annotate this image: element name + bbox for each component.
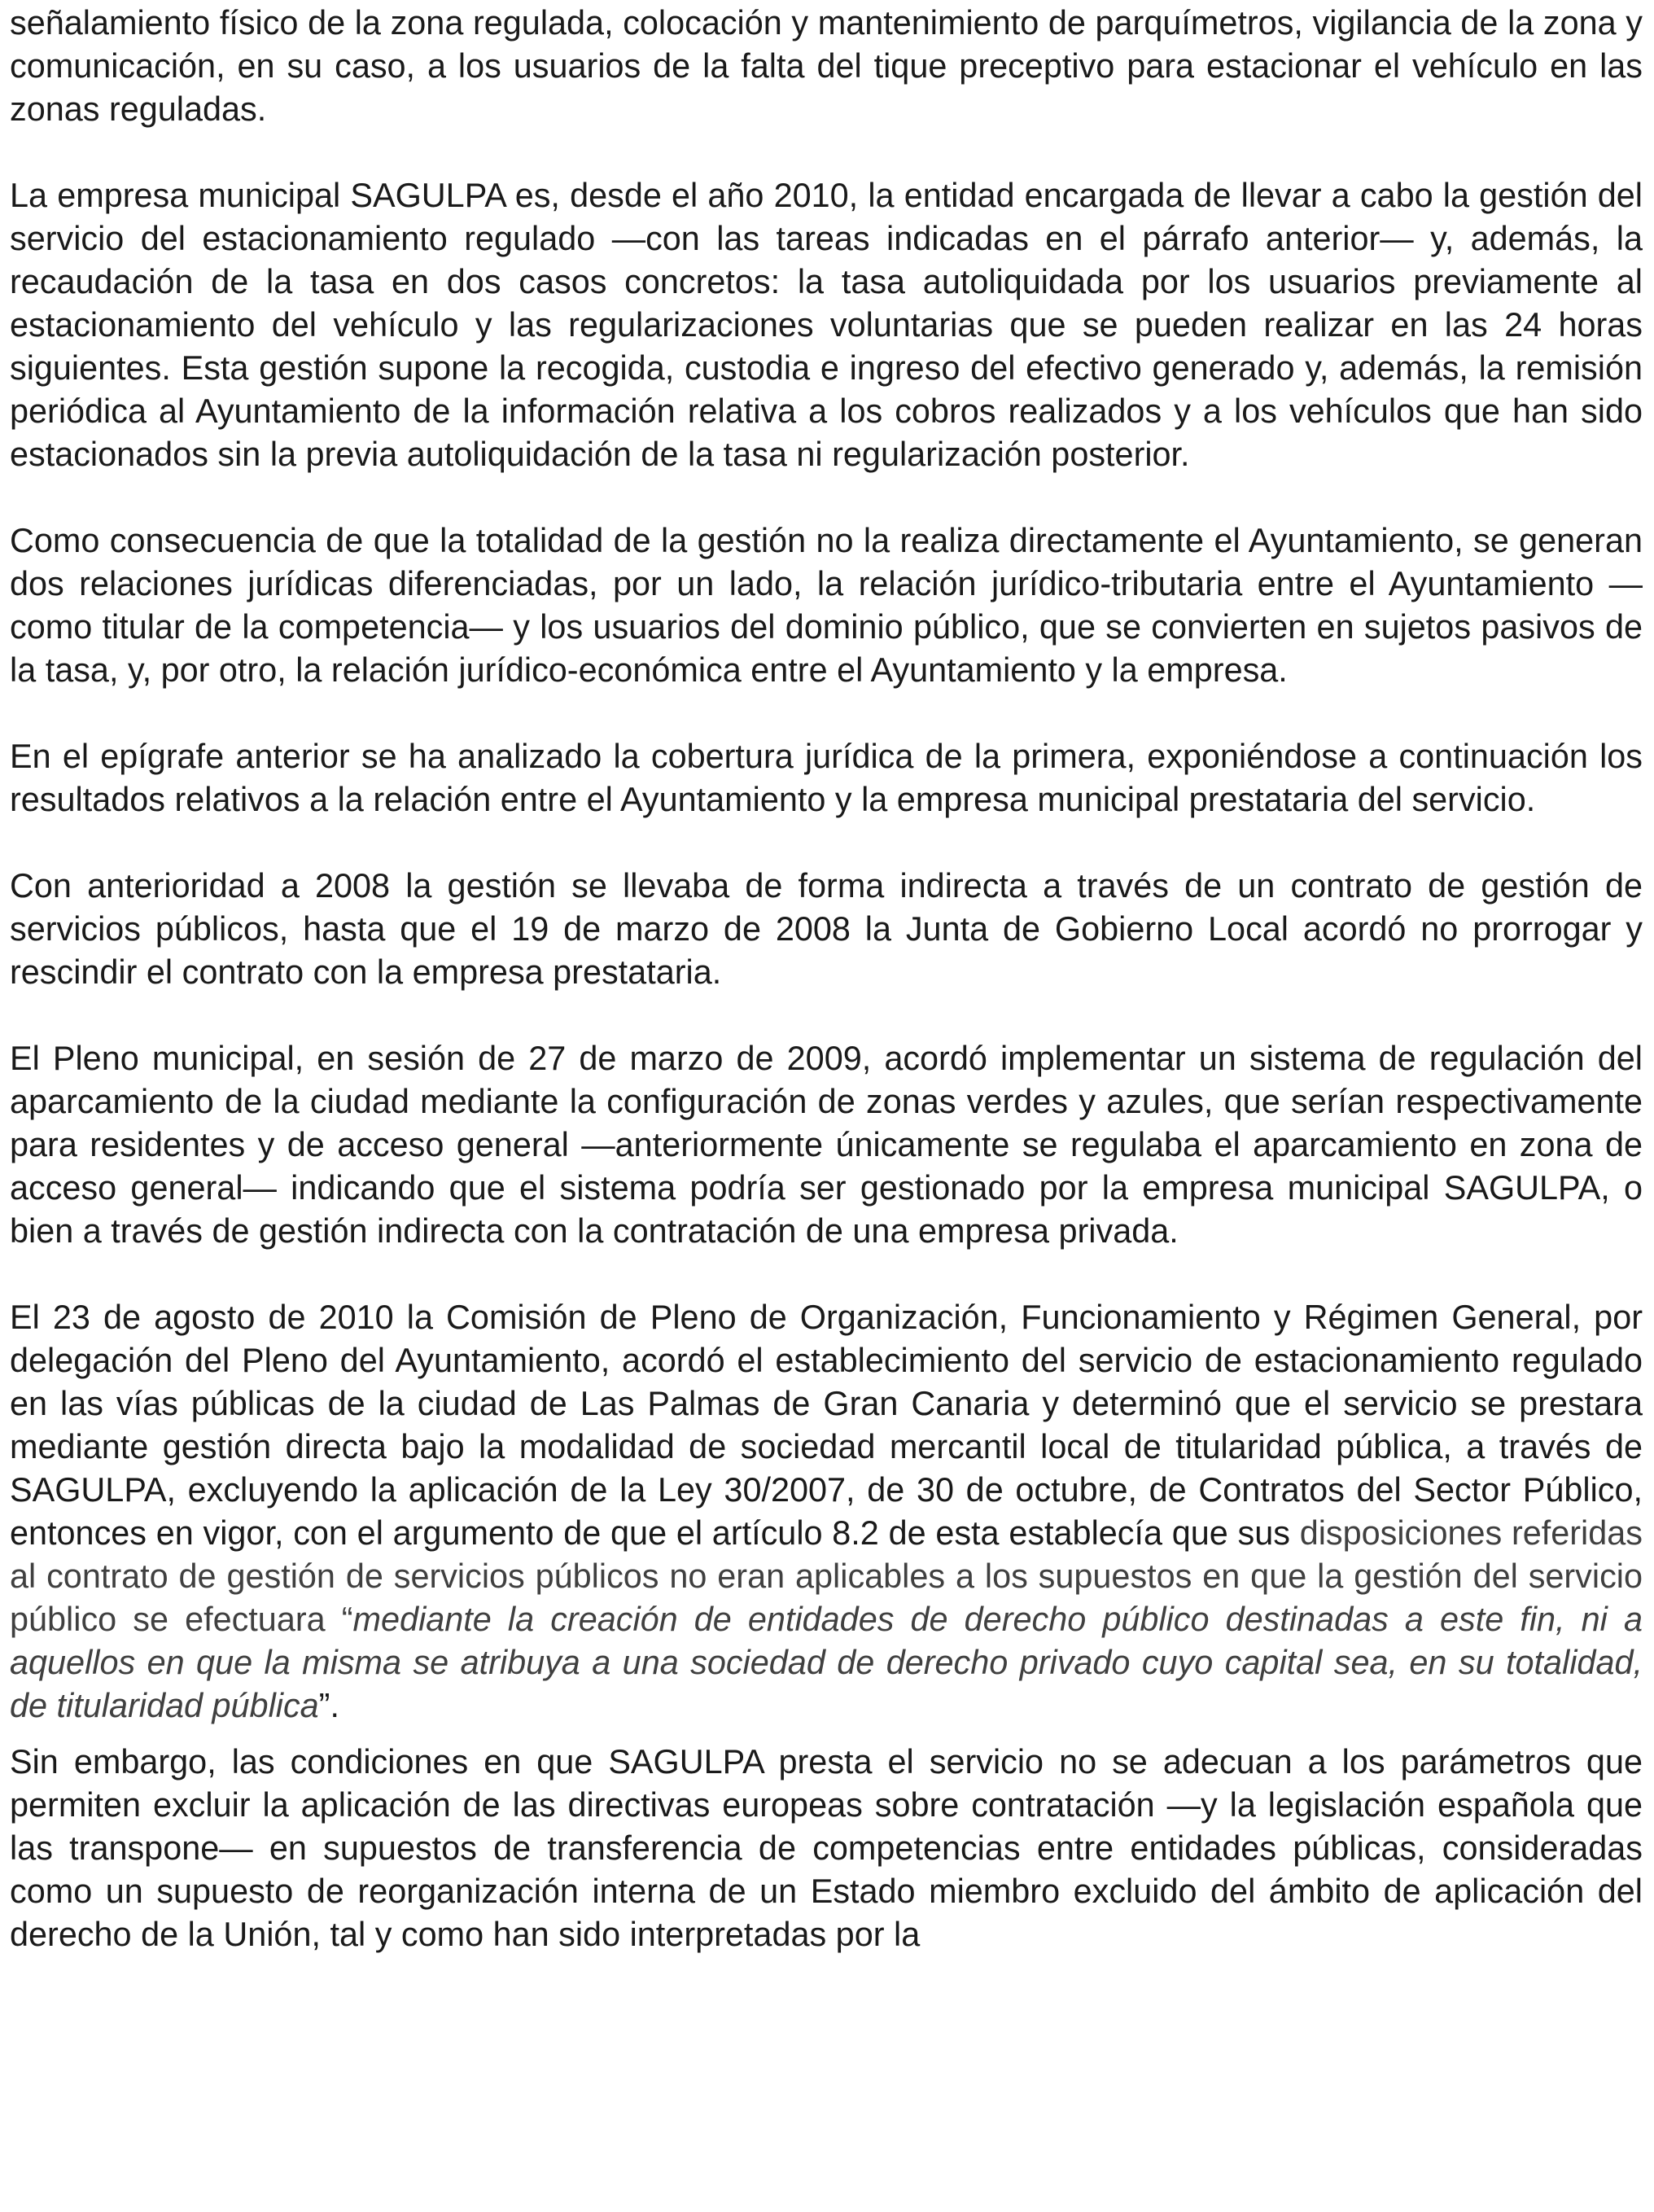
- paragraph-2: La empresa municipal SAGULPA es, desde el año 2010, la entidad encargada de llevar a cabo la gestión del servicio del estacionamiento regulado —con las tareas indicadas en el párrafo anterior— y, además, la recaudación de la tasa en dos casos concretos: la tasa autoliquidada por los usuarios previamente al estacionamiento del vehículo y las regularizaciones voluntarias que se pueden realizar en las 24 horas siguientes. Esta gestión supone la recogida, custodia e ingreso del efectivo generado y, además, la remisión periódica al Ayuntamiento de la información relativa a los cobros realizados y a los vehículos que han sido estacionados sin la previa autoliquidación de la tasa ni regularización posterior.: [10, 177, 1643, 473]
- paragraph-7-quote: mediante la creación de entidades de derecho público destinadas a este fin, ni a aquellos en que la misma se atribuya a una sociedad de derecho privado cuyo capital sea, en su totalidad, de titularidad pública: [10, 1601, 1643, 1724]
- paragraph-7: [10, 1296, 1643, 1728]
- paragraph-5: Con anterioridad a 2008 la gestión se llevaba de forma indirecta a través de un contrato de gestión de servicios públicos, hasta que el 19 de marzo de 2008 la Junta de Gobierno Local acordó no prorrogar y rescindir el contrato con la empresa prestataria.: [10, 867, 1643, 991]
- paragraph-3: Como consecuencia de que la totalidad de la gestión no la realiza directamente el Ayuntamiento, se generan dos relaciones jurídicas diferenciadas, por un lado, la relación jurídico-tributaria entre el Ayuntamiento —como titular de la competencia— y los usuarios del dominio público, que se convierten en sujetos pasivos de la tasa, y, por otro, la relación jurídico-económica entre el Ayuntamiento y la empresa.: [10, 522, 1643, 689]
- paragraph-7-closing: ”.: [318, 1687, 339, 1724]
- paragraph-6: El Pleno municipal, en sesión de 27 de marzo de 2009, acordó implementar un sistema de regulación del aparcamiento de la ciudad mediante la configuración de zonas verdes y azules, que serían respectivamente para residentes y de acceso general —anteriormente únicamente se regulaba el aparcamiento en zona de acceso general— indicando que el sistema podría ser gestionado por la empresa municipal SAGULPA, o bien a través de gestión indirecta con la contratación de una empresa privada.: [10, 1040, 1643, 1250]
- paragraph-7-text-cont: disposiciones referidas al contrato de gestión de servicios públicos no eran aplicables a los supuestos en que la gestión del servicio público se efectuara “: [10, 1514, 1643, 1638]
- document-page: [10, 2, 1643, 2000]
- paragraph-7-text: El 23 de agosto de 2010 la Comisión de Pleno de Organización, Funcionamiento y Régimen General, por delegación del Pleno del Ayuntamiento, acordó el establecimiento del servicio de estacionamiento regulado en las vías públicas de la ciudad de Las Palmas de Gran Canaria y determinó que el servicio se prestara mediante gestión directa bajo la modalidad de sociedad mercantil local de titularidad pública, a través de SAGULPA, excluyendo la aplicación de la Ley 30/2007, de 30 de octubre, de Contratos del Sector Público, entonces en vigor, con el argumento de que el artículo 8.2 de esta establecía que sus: [10, 1299, 1643, 1552]
- paragraph-4: En el epígrafe anterior se ha analizado la cobertura jurídica de la primera, exponiéndose a continuación los resultados relativos a la relación entre el Ayuntamiento y la empresa municipal prestataria del servicio.: [10, 738, 1643, 818]
- paragraph-1: señalamiento físico de la zona regulada, colocación y mantenimiento de parquímetros, vigilancia de la zona y comunicación, en su caso, a los usuarios de la falta del tique preceptivo para estacionar el vehículo en las zonas reguladas.: [10, 4, 1643, 128]
- paragraph-8: Sin embargo, las condiciones en que SAGULPA presta el servicio no se adecuan a los parámetros que permiten excluir la aplicación de las directivas europeas sobre contratación —y la legislación española que las transpone— en supuestos de transferencia de competencias entre entidades públicas, consideradas como un supuesto de reorganización interna de un Estado miembro excluido del ámbito de aplicación del derecho de la Unión, tal y como han sido interpretadas por la: [10, 1743, 1643, 1953]
